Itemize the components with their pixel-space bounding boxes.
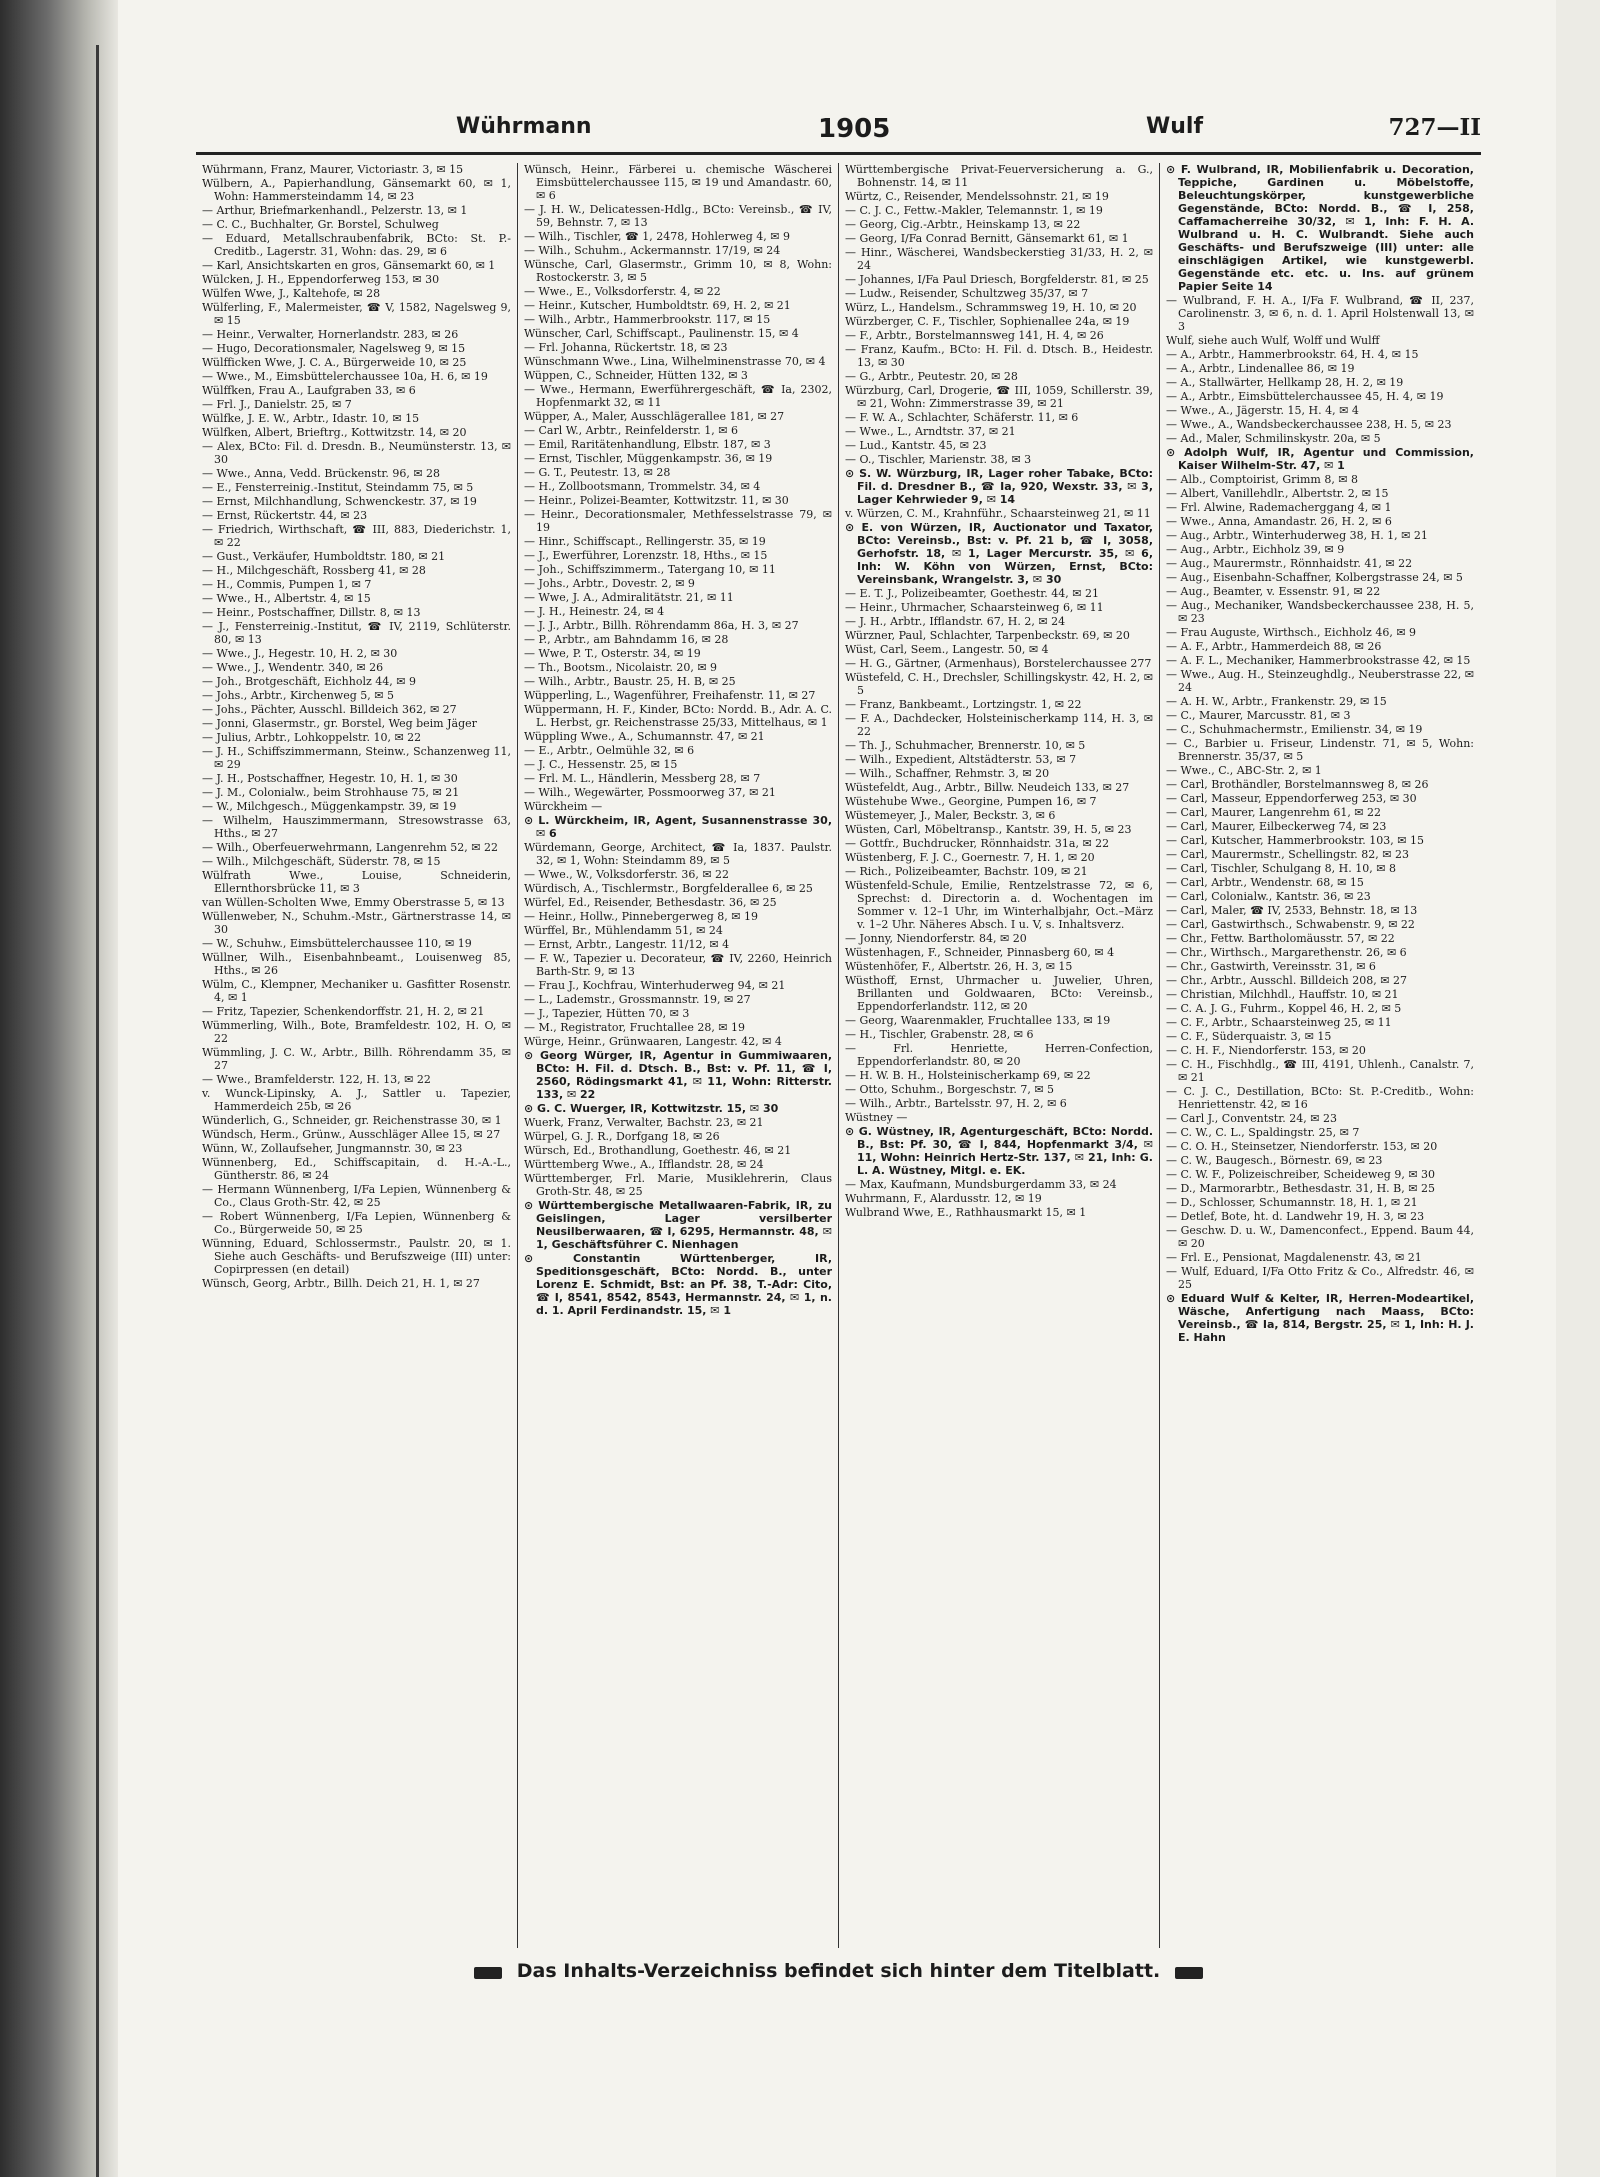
- directory-entry: Würzner, Paul, Schlachter, Tarpenbeckstr. 69, ✉ 20: [845, 629, 1130, 642]
- directory-entry: ⊙ Constantin Württenberger, IR, Speditionsgeschäft, BCto: Nordd. B., unter Lorenz E. Schmidt, Bst: an Pf. 38, T.-Adr: Cito, ☎ I, 8541, 8542, 8543, Hermannstr. 24, ✉ 1, n. d. 1. April Ferdinandstr. 15, ✉ 1: [524, 1252, 832, 1317]
- directory-entry: Wüstenhagen, F., Schneider, Pinnasberg 60, ✉ 4: [845, 946, 1115, 959]
- directory-entry: — F. W. A., Schlachter, Schäferstr. 11, ✉ 6: [845, 411, 1079, 424]
- directory-entry: — H., Zollbootsmann, Trommelstr. 34, ✉ 4: [524, 480, 761, 493]
- directory-entry: — Arthur, Briefmarkenhandl., Pelzerstr. 13, ✉ 1: [202, 204, 468, 217]
- directory-entry: Wülfken, Albert, Brieftrg., Kottwitzstr. 14, ✉ 20: [202, 426, 467, 439]
- directory-entry: — Wilh., Wegewärter, Possmoorweg 37, ✉ 21: [524, 786, 776, 799]
- column-4: [1159, 163, 1480, 1948]
- directory-entry: — Wwe., Anna, Vedd. Brückenstr. 96, ✉ 28: [202, 467, 441, 480]
- directory-entry: Wüst, Carl, Seem., Langestr. 50, ✉ 4: [845, 643, 1049, 656]
- directory-entry: — Wwe, P. T., Osterstr. 34, ✉ 19: [524, 647, 701, 660]
- directory-entry: ⊙ L. Würckheim, IR, Agent, Susannenstrasse 30, ✉ 6: [524, 814, 832, 840]
- directory-entry: Wülcken, J. H., Eppendorferweg 153, ✉ 30: [202, 273, 440, 286]
- directory-entry: Wüstemeyer, J., Maler, Beckstr. 3, ✉ 6: [845, 809, 1056, 822]
- directory-entry: — Frl. E., Pensionat, Magdalenenstr. 43, ✉ 21: [1166, 1251, 1422, 1264]
- directory-entry: Würdisch, A., Tischlermstr., Borgfelderallee 6, ✉ 25: [524, 882, 813, 895]
- directory-entry: — Wwe., J., Wendentr. 340, ✉ 26: [202, 661, 384, 674]
- directory-entry: — H., Milchgeschäft, Rossberg 41, ✉ 28: [202, 564, 426, 577]
- directory-entry: — C. W., C. L., Spaldingstr. 25, ✉ 7: [1166, 1126, 1360, 1139]
- directory-entry: — J., Tapezier, Hütten 70, ✉ 3: [524, 1007, 690, 1020]
- directory-entry: — Wilh., Schaffner, Rehmstr. 3, ✉ 20: [845, 767, 1050, 780]
- directory-entry: — J. J., Arbtr., Billh. Röhrendamm 86a, H. 3, ✉ 27: [524, 619, 799, 632]
- directory-entry: — Johs., Arbtr., Dovestr. 2, ✉ 9: [524, 577, 695, 590]
- directory-entry: — F. A., Dachdecker, Holsteinischerkamp 114, H. 3, ✉ 22: [845, 712, 1153, 738]
- directory-entry: — Rich., Polizeibeamter, Bachstr. 109, ✉ 21: [845, 865, 1088, 878]
- directory-entry: Wünsch, Heinr., Färberei u. chemische Wäscherei Eimsbüttelerchaussee 115, ✉ 19 und Amandastr. 60, ✉ 6: [524, 163, 832, 202]
- directory-entry: Wülfen Wwe, J., Kaltehofe, ✉ 28: [202, 287, 381, 300]
- directory-entry: — Wwe., M., Eimsbüttelerchaussee 10a, H. 6, ✉ 19: [202, 370, 488, 383]
- directory-entry: Württembergische Privat-Feuerversicherung a. G., Bohnenstr. 14, ✉ 11: [845, 163, 1153, 189]
- directory-entry: — Lud., Kantstr. 45, ✉ 23: [845, 439, 987, 452]
- header-rule: [196, 152, 1481, 155]
- directory-entry: — J. H., Arbtr., Ifflandstr. 67, H. 2, ✉ 24: [845, 615, 1066, 628]
- directory-entry: — Friedrich, Wirthschaft, ☎ III, 883, Diederichstr. 1, ✉ 22: [202, 523, 511, 549]
- directory-entry: — F. W., Tapezier u. Decorateur, ☎ IV, 2260, Heinrich Barth-Str. 9, ✉ 13: [524, 952, 832, 978]
- directory-entry: Wüstenhöfer, F., Albertstr. 26, H. 3, ✉ 15: [845, 960, 1073, 973]
- directory-entry: — Wwe., J., Hegestr. 10, H. 2, ✉ 30: [202, 647, 398, 660]
- directory-columns: [196, 163, 1481, 1948]
- directory-entry: — C., Maurer, Marcusstr. 81, ✉ 3: [1166, 709, 1351, 722]
- column-1: [196, 163, 517, 1948]
- directory-entry: — H. G., Gärtner, (Armenhaus), Borstelerchaussee 277: [845, 657, 1152, 670]
- directory-entry: — C. W., Baugesch., Börnestr. 69, ✉ 23: [1166, 1154, 1383, 1167]
- directory-entry: — J. H., Schiffszimmermann, Steinw., Schanzenweg 11, ✉ 29: [202, 745, 511, 771]
- directory-entry: — Emil, Raritätenhandlung, Elbstr. 187, ✉ 3: [524, 438, 771, 451]
- footer-note: [196, 1960, 1481, 1994]
- directory-entry: Wulf, siehe auch Wulf, Wolff und Wulff: [1166, 334, 1380, 347]
- directory-entry: — Frl. Henriette, Herren-Confection, Eppendorferlandstr. 80, ✉ 20: [845, 1042, 1153, 1068]
- directory-entry: — A. F., Arbtr., Hammerdeich 88, ✉ 26: [1166, 640, 1382, 653]
- directory-entry: Wüppermann, H. F., Kinder, BCto: Nordd. B., Adr. A. C. L. Herbst, gr. Reichenstrasse 25/33, Mittelhaus, ✉ 1: [524, 703, 832, 729]
- directory-entry: — Heinr., Decorationsmaler, Methfesselstrasse 79, ✉ 19: [524, 508, 832, 534]
- directory-entry: — Wilh., Milchgeschäft, Süderstr. 78, ✉ 15: [202, 855, 441, 868]
- directory-entry: Würtz, C., Reisender, Mendelssohnstr. 21, ✉ 19: [845, 190, 1109, 203]
- directory-entry: — Frl. J., Danielstr. 25, ✉ 7: [202, 398, 352, 411]
- directory-entry: — O., Tischler, Marienstr. 38, ✉ 3: [845, 453, 1032, 466]
- directory-entry: Wümmerling, Wilh., Bote, Bramfeldestr. 102, H. O, ✉ 22: [202, 1019, 511, 1045]
- header-first-name: Wührmann: [456, 114, 592, 139]
- directory-entry: — Frau Auguste, Wirthsch., Eichholz 46, ✉ 9: [1166, 626, 1417, 639]
- directory-entry: — Carl W., Arbtr., Reinfelderstr. 1, ✉ 6: [524, 424, 738, 437]
- directory-entry: — Wwe., A., Jägerstr. 15, H. 4, ✉ 4: [1166, 404, 1359, 417]
- column-2: [517, 163, 838, 1948]
- directory-entry: — P., Arbtr., am Bahndamm 16, ✉ 28: [524, 633, 729, 646]
- directory-entry: — Wwe., A., Wandsbeckerchaussee 238, H. 5, ✉ 23: [1166, 418, 1452, 431]
- directory-entry: Wündsch, Herm., Grünw., Ausschläger Allee 15, ✉ 27: [202, 1128, 501, 1141]
- directory-entry: — Ernst, Milchhandlung, Schwenckestr. 37, ✉ 19: [202, 495, 477, 508]
- directory-entry: — Otto, Schuhm., Borgeschstr. 7, ✉ 5: [845, 1083, 1055, 1096]
- directory-entry: — Chr., Fettw. Bartholomäusstr. 57, ✉ 22: [1166, 932, 1395, 945]
- directory-entry: Wüstney —: [845, 1111, 908, 1124]
- directory-entry: — C., Barbier u. Friseur, Lindenstr. 71, ✉ 5, Wohn: Brennerstr. 35/37, ✉ 5: [1166, 737, 1474, 763]
- directory-entry: — Heinr., Verwalter, Hornerlandstr. 283, ✉ 26: [202, 328, 459, 341]
- directory-entry: — D., Marmorarbtr., Bethesdastr. 31, H. B, ✉ 25: [1166, 1182, 1435, 1195]
- directory-entry: — Johannes, I/Fa Paul Driesch, Borgfelderstr. 81, ✉ 25: [845, 273, 1149, 286]
- directory-entry: — Carl, Brothändler, Borstelmannsweg 8, ✉ 26: [1166, 778, 1429, 791]
- directory-entry: Wülbern, A., Papierhandlung, Gänsemarkt 60, ✉ 1, Wohn: Hammersteindamm 14, ✉ 23: [202, 177, 511, 203]
- directory-entry: — L., Lademstr., Grossmannstr. 19, ✉ 27: [524, 993, 751, 1006]
- directory-entry: — F., Arbtr., Borstelmannsweg 141, H. 4, ✉ 26: [845, 329, 1104, 342]
- directory-entry: — Franz, Kaufm., BCto: H. Fil. d. Dtsch. B., Heidestr. 13, ✉ 30: [845, 343, 1153, 369]
- directory-entry: Würsch, Ed., Brothandlung, Goethestr. 46, ✉ 21: [524, 1144, 792, 1157]
- directory-entry: — A., Arbtr., Eimsbüttelerchaussee 45, H. 4, ✉ 19: [1166, 390, 1444, 403]
- directory-entry: — Johs., Pächter, Ausschl. Billdeich 362, ✉ 27: [202, 703, 457, 716]
- directory-entry: — Chr., Gastwirth, Vereinsstr. 31, ✉ 6: [1166, 960, 1376, 973]
- directory-entry: — Hermann Wünnenberg, I/Fa Lepien, Wünnenberg & Co., Claus Groth-Str. 42, ✉ 25: [202, 1183, 511, 1209]
- directory-entry: — Wilh., Schuhm., Ackermannstr. 17/19, ✉ 24: [524, 244, 781, 257]
- directory-entry: Wüstefeldt, Aug., Arbtr., Billw. Neudeich 133, ✉ 27: [845, 781, 1130, 794]
- directory-entry: — J., Ewerführer, Lorenzstr. 18, Hths., ✉ 15: [524, 549, 768, 562]
- directory-entry: — Wilh., Arbtr., Baustr. 25, H. B, ✉ 25: [524, 675, 736, 688]
- directory-entry: — C. J. C., Fettw.-Makler, Telemannstr. 1, ✉ 19: [845, 204, 1103, 217]
- directory-entry: — A., Arbtr., Lindenallee 86, ✉ 19: [1166, 362, 1355, 375]
- directory-entry: — C. C., Buchhalter, Gr. Borstel, Schulweg: [202, 218, 439, 231]
- directory-entry: — Wwe., Bramfelderstr. 122, H. 13, ✉ 22: [202, 1073, 431, 1086]
- directory-entry: — Carl, Maler, ☎ IV, 2533, Behnstr. 18, ✉ 13: [1166, 904, 1418, 917]
- directory-entry: — Detlef, Bote, ht. d. Landwehr 19, H. 3, ✉ 23: [1166, 1210, 1425, 1223]
- directory-entry: Wüsten, Carl, Möbeltransp., Kantstr. 39, H. 5, ✉ 23: [845, 823, 1132, 836]
- directory-entry: — Gust., Verkäufer, Humboldtstr. 180, ✉ 21: [202, 550, 446, 563]
- directory-entry: — Wilhelm, Hauszimmermann, Stresowstrasse 63, Hths., ✉ 27: [202, 814, 511, 840]
- directory-entry: — Karl, Ansichtskarten en gros, Gänsemarkt 60, ✉ 1: [202, 259, 496, 272]
- directory-entry: — Johs., Arbtr., Kirchenweg 5, ✉ 5: [202, 689, 394, 702]
- directory-entry: Wulbrand Wwe, E., Rathhausmarkt 15, ✉ 1: [845, 1206, 1087, 1219]
- directory-entry: — Frl. Alwine, Rademacherggang 4, ✉ 1: [1166, 501, 1392, 514]
- directory-entry: ⊙ G. Wüstney, IR, Agenturgeschäft, BCto: Nordd. B., Bst: Pf. 30, ☎ I, 844, Hopfenmarkt 3/4, ✉ 11, Wohn: Heinrich Hertz-Str. 137, ✉ 21, Inh: G. L. A. Wüstney, Mitgl. e. EK.: [845, 1125, 1153, 1177]
- pointing-hand-left-icon: [474, 1967, 502, 1979]
- directory-entry: — Aug., Arbtr., Winterhuderweg 38, H. 1, ✉ 21: [1166, 529, 1428, 542]
- directory-entry: — W., Milchgesch., Müggenkampstr. 39, ✉ 19: [202, 800, 457, 813]
- directory-entry: — Hinr., Schiffscapt., Rellingerstr. 35, ✉ 19: [524, 535, 766, 548]
- directory-entry: Wüpperling, L., Wagenführer, Freihafenstr. 11, ✉ 27: [524, 689, 816, 702]
- directory-entry: ⊙ Eduard Wulf & Kelter, IR, Herren-Modeartikel, Wäsche, Anfertigung nach Maass, BCto: Vereinsb., ☎ Ia, 814, Bergstr. 25, ✉ 1, Inh: H. J. E. Hahn: [1166, 1292, 1474, 1344]
- directory-entry: Wünschmann Wwe., Lina, Wilhelminenstrasse 70, ✉ 4: [524, 355, 826, 368]
- directory-entry: — H., Tischler, Grabenstr. 28, ✉ 6: [845, 1028, 1034, 1041]
- directory-entry: — A., Stallwärter, Hellkamp 28, H. 2, ✉ 19: [1166, 376, 1404, 389]
- page-right-margin: [1556, 0, 1600, 2177]
- directory-entry: — Wilh., Expedient, Altstädterstr. 53, ✉ 7: [845, 753, 1077, 766]
- directory-entry: — Georg, Waarenmakler, Fruchtallee 133, ✉ 19: [845, 1014, 1111, 1027]
- directory-entry: Wüstenberg, F. J. C., Goernestr. 7, H. 1, ✉ 20: [845, 851, 1095, 864]
- directory-entry: — Heinr., Postschaffner, Dillstr. 8, ✉ 13: [202, 606, 421, 619]
- directory-entry: — Jonny, Niendorferstr. 84, ✉ 20: [845, 932, 1027, 945]
- directory-entry: v. Wunck-Lipinsky, A. J., Sattler u. Tapezier, Hammerdeich 25b, ✉ 26: [202, 1087, 511, 1113]
- directory-entry: — Carl, Masseur, Eppendorferweg 253, ✉ 30: [1166, 792, 1417, 805]
- directory-entry: — Ernst, Rückertstr. 44, ✉ 23: [202, 509, 368, 522]
- directory-entry: Wuhrmann, F., Alardusstr. 12, ✉ 19: [845, 1192, 1042, 1205]
- directory-entry: Wüstenfeld-Schule, Emilie, Rentzelstrasse 72, ✉ 6, Sprechst: d. Directorin a. d. Wochentagen im Sommer v. 12–1 Uhr, im Winterhalbjahr, Oct.–März v. 1–2 Uhr. Näheres Absch. I u. V, s. Inhaltsverz.: [845, 879, 1153, 931]
- running-header: [196, 114, 1481, 156]
- directory-entry: — W., Schuhw., Eimsbüttelerchaussee 110, ✉ 19: [202, 937, 472, 950]
- directory-entry: — Wwe, J. A., Admiralitätstr. 21, ✉ 11: [524, 591, 734, 604]
- directory-entry: Wünderlich, G., Schneider, gr. Reichenstrasse 30, ✉ 1: [202, 1114, 502, 1127]
- directory-entry: — Ad., Maler, Schmilinskystr. 20a, ✉ 5: [1166, 432, 1381, 445]
- directory-entry: Wülfficken Wwe, J. C. A., Bürgerweide 10, ✉ 25: [202, 356, 467, 369]
- directory-entry: — Wwe., E., Volksdorferstr. 4, ✉ 22: [524, 285, 721, 298]
- directory-entry: — J. H. W., Delicatessen-Hdlg., BCto: Vereinsb., ☎ IV, 59, Behnstr. 7, ✉ 13: [524, 203, 832, 229]
- directory-entry: Wüppling Wwe., A., Schumannstr. 47, ✉ 21: [524, 730, 765, 743]
- directory-entry: — Frl. Johanna, Rückertstr. 18, ✉ 23: [524, 341, 728, 354]
- directory-entry: Wüstehube Wwe., Georgine, Pumpen 16, ✉ 7: [845, 795, 1097, 808]
- directory-entry: Wünn, W., Zollaufseher, Jungmannstr. 30, ✉ 23: [202, 1142, 463, 1155]
- directory-entry: — Alb., Comptoirist, Grimm 8, ✉ 8: [1166, 473, 1359, 486]
- directory-entry: Würckheim —: [524, 800, 603, 813]
- directory-entry: — Geschw. D. u. W., Damenconfect., Eppend. Baum 44, ✉ 20: [1166, 1224, 1474, 1250]
- directory-entry: — Carl, Maurermstr., Schellingstr. 82, ✉ 23: [1166, 848, 1409, 861]
- directory-entry: — Eduard, Metallschraubenfabrik, BCto: St. P.-Creditb., Lagerstr. 31, Wohn: das. 29, ✉ 6: [202, 232, 511, 258]
- directory-entry: — J. H., Heinestr. 24, ✉ 4: [524, 605, 665, 618]
- directory-entry: van Wüllen-Scholten Wwe, Emmy Oberstrasse 5, ✉ 13: [202, 896, 505, 909]
- directory-entry: Wünsche, Carl, Glasermstr., Grimm 10, ✉ 8, Wohn: Rostockerstr. 3, ✉ 5: [524, 258, 832, 284]
- directory-entry: — Ernst, Arbtr., Langestr. 11/12, ✉ 4: [524, 938, 730, 951]
- directory-entry: ⊙ G. C. Wuerger, IR, Kottwitzstr. 15, ✉ 30: [524, 1102, 779, 1115]
- directory-entry: — J. C., Hessenstr. 25, ✉ 15: [524, 758, 678, 771]
- directory-entry: Wülferling, F., Malermeister, ☎ V, 1582, Nagelsweg 9, ✉ 15: [202, 301, 511, 327]
- directory-entry: — G., Arbtr., Peutestr. 20, ✉ 28: [845, 370, 1018, 383]
- directory-entry: Wüppen, C., Schneider, Hütten 132, ✉ 3: [524, 369, 748, 382]
- directory-entry: — Carl, Gastwirthsch., Schwabenstr. 9, ✉ 22: [1166, 918, 1415, 931]
- directory-entry: Würpel, G. J. R., Dorfgang 18, ✉ 26: [524, 1130, 720, 1143]
- directory-entry: — Wulf, Eduard, I/Fa Otto Fritz & Co., Alfredstr. 46, ✉ 25: [1166, 1265, 1474, 1291]
- directory-entry: — Albert, Vanillehdlr., Albertstr. 2, ✉ 15: [1166, 487, 1389, 500]
- directory-entry: — Carl, Tischler, Schulgang 8, H. 10, ✉ 8: [1166, 862, 1396, 875]
- directory-entry: — Georg, Cig.-Arbtr., Heinskamp 13, ✉ 22: [845, 218, 1081, 231]
- header-year: 1905: [818, 114, 891, 144]
- directory-entry: Wuerk, Franz, Verwalter, Bachstr. 23, ✉ 21: [524, 1116, 764, 1129]
- directory-entry: — Carl J., Conventstr. 24, ✉ 23: [1166, 1112, 1337, 1125]
- directory-entry: — E., Fensterreinig.-Institut, Steindamm 75, ✉ 5: [202, 481, 474, 494]
- directory-entry: — Wulbrand, F. H. A., I/Fa F. Wulbrand, ☎ II, 237, Carolinenstr. 3, ✉ 6, n. d. 1. April Holstenwall 13, ✉ 3: [1166, 294, 1474, 333]
- directory-entry: — Frl. M. L., Händlerin, Messberg 28, ✉ 7: [524, 772, 761, 785]
- directory-entry: Wülm, C., Klempner, Mechaniker u. Gasfitter Rosenstr. 4, ✉ 1: [202, 978, 511, 1004]
- directory-entry: — Fritz, Tapezier, Schenkendorffstr. 21, H. 2, ✉ 21: [202, 1005, 485, 1018]
- directory-entry: — Carl, Kutscher, Hammerbrookstr. 103, ✉ 15: [1166, 834, 1424, 847]
- header-last-name: Wulf: [1146, 114, 1204, 139]
- directory-entry: — Robert Wünnenberg, I/Fa Lepien, Wünnenberg & Co., Bürgerweide 50, ✉ 25: [202, 1210, 511, 1236]
- directory-entry: — Heinr., Kutscher, Humboldtstr. 69, H. 2, ✉ 21: [524, 299, 791, 312]
- footer-text: Das Inhalts-Verzeichniss befindet sich hinter dem Titelblatt.: [516, 1960, 1161, 1982]
- directory-entry: — Chr., Arbtr., Ausschl. Billdeich 208, ✉ 27: [1166, 974, 1407, 987]
- directory-entry: — Aug., Mechaniker, Wandsbeckerchaussee 238, H. 5, ✉ 23: [1166, 599, 1474, 625]
- directory-entry: — C. W. F., Polizeischreiber, Scheideweg 9, ✉ 30: [1166, 1168, 1436, 1181]
- directory-entry: — C. F., Arbtr., Schaarsteinweg 25, ✉ 11: [1166, 1016, 1392, 1029]
- directory-entry: — Ludw., Reisender, Schultzweg 35/37, ✉ 7: [845, 287, 1089, 300]
- directory-entry: — E., Arbtr., Oelmühle 32, ✉ 6: [524, 744, 695, 757]
- book-binding-shadow: [0, 0, 118, 2177]
- directory-entry: — Alex, BCto: Fil. d. Dresdn. B., Neumünsterstr. 13, ✉ 30: [202, 440, 511, 466]
- directory-entry: Würffel, Br., Mühlendamm 51, ✉ 24: [524, 924, 723, 937]
- directory-entry: Wünscher, Carl, Schiffscapt., Paulinenstr. 15, ✉ 4: [524, 327, 799, 340]
- directory-entry: — Wilh., Tischler, ☎ 1, 2478, Hohlerweg 4, ✉ 9: [524, 230, 790, 243]
- directory-entry: — Aug., Arbtr., Eichholz 39, ✉ 9: [1166, 543, 1345, 556]
- directory-entry: — Franz, Bankbeamt., Lortzingstr. 1, ✉ 22: [845, 698, 1082, 711]
- directory-entry: — C. J. C., Destillation, BCto: St. P.-Creditb., Wohn: Henriettenstr. 42, ✉ 16: [1166, 1085, 1474, 1111]
- header-page-number: 727—II: [1388, 114, 1481, 141]
- directory-entry: Wünnenberg, Ed., Schiffscapitain, d. H.-A.-L., Güntherstr. 86, ✉ 24: [202, 1156, 511, 1182]
- directory-entry: — Gottfr., Buchdrucker, Rönnhaidstr. 31a, ✉ 22: [845, 837, 1110, 850]
- directory-entry: — Joh., Schiffszimmerm., Tatergang 10, ✉ 11: [524, 563, 776, 576]
- directory-entry: — Wwe., C., ABC-Str. 2, ✉ 1: [1166, 764, 1322, 777]
- directory-entry: — Max, Kaufmann, Mundsburgerdamm 33, ✉ 24: [845, 1178, 1117, 1191]
- directory-entry: — G. T., Peutestr. 13, ✉ 28: [524, 466, 671, 479]
- directory-entry: — Th. J., Schuhmacher, Brennerstr. 10, ✉ 5: [845, 739, 1086, 752]
- directory-entry: ⊙ Adolph Wulf, IR, Agentur und Commission, Kaiser Wilhelm-Str. 47, ✉ 1: [1166, 446, 1474, 472]
- directory-entry: ⊙ Württembergische Metallwaaren-Fabrik, IR, zu Geislingen, Lager versilberter Neusilberwaaren, ☎ I, 6295, Hermannstr. 48, ✉ 1, Geschäftsführer C. Nienhagen: [524, 1199, 832, 1251]
- directory-entry: — M., Registrator, Fruchtallee 28, ✉ 19: [524, 1021, 746, 1034]
- directory-entry: — Hinr., Wäscherei, Wandsbeckerstieg 31/33, H. 2, ✉ 24: [845, 246, 1153, 272]
- directory-entry: — C. H., Fischhdlg., ☎ III, 4191, Uhlenh., Canalstr. 7, ✉ 21: [1166, 1058, 1474, 1084]
- directory-entry: Wührmann, Franz, Maurer, Victoriastr. 3, ✉ 15: [202, 163, 464, 176]
- directory-entry: — Wilh., Oberfeuerwehrmann, Langenrehm 52, ✉ 22: [202, 841, 498, 854]
- directory-entry: — A. F. L., Mechaniker, Hammerbrookstrasse 42, ✉ 15: [1166, 654, 1471, 667]
- directory-entry: ⊙ Georg Würger, IR, Agentur in Gummiwaaren, BCto: H. Fil. d. Dtsch. B., Bst: v. Pf. 11, ☎ I, 2560, Rödingsmarkt 41, ✉ 11, Wohn: Ritterstr. 133, ✉ 22: [524, 1049, 832, 1101]
- directory-entry: — Wwe., W., Volksdorferstr. 36, ✉ 22: [524, 868, 730, 881]
- directory-entry: — Heinr., Uhrmacher, Schaarsteinweg 6, ✉ 11: [845, 601, 1104, 614]
- directory-entry: Würfel, Ed., Reisender, Bethesdastr. 36, ✉ 25: [524, 896, 777, 909]
- directory-entry: — Hugo, Decorationsmaler, Nagelsweg 9, ✉ 15: [202, 342, 466, 355]
- directory-entry: Würzberger, C. F., Tischler, Sophienallee 24a, ✉ 19: [845, 315, 1130, 328]
- directory-entry: — Aug., Maurermstr., Rönnhaidstr. 41, ✉ 22: [1166, 557, 1413, 570]
- directory-entry: ⊙ E. von Würzen, IR, Auctionator und Taxator, BCto: Vereinsb., Bst: v. Pf. 21 b, ☎ I, 3058, Gerhofstr. 18, ✉ 1, Lager Mercurstr. 35, ✉ 6, Inh: W. Köhn von Würzen, Ernst, BCto: Vereinsbank, Wrangelstr. 3, ✉ 30: [845, 521, 1153, 586]
- directory-entry: Wüpper, A., Maler, Ausschlägerallee 181, ✉ 27: [524, 410, 785, 423]
- directory-entry: Würge, Heinr., Grünwaaren, Langestr. 42, ✉ 4: [524, 1035, 782, 1048]
- directory-entry: Wünsch, Georg, Arbtr., Billh. Deich 21, H. 1, ✉ 27: [202, 1277, 480, 1290]
- directory-entry: — Chr., Wirthsch., Margarethenstr. 26, ✉ 6: [1166, 946, 1407, 959]
- page-gutter-line: [96, 45, 99, 2177]
- directory-entry: — J., Fensterreinig.-Institut, ☎ IV, 2119, Schlüterstr. 80, ✉ 13: [202, 620, 511, 646]
- directory-entry: — Heinr., Hollw., Pinnebergerweg 8, ✉ 19: [524, 910, 758, 923]
- directory-entry: — H., Commis, Pumpen 1, ✉ 7: [202, 578, 372, 591]
- directory-entry: Wüsthoff, Ernst, Uhrmacher u. Juwelier, Uhren, Brillanten und Goldwaaren, BCto: Vereinsb., Eppendorferlandstr. 112, ✉ 20: [845, 974, 1153, 1013]
- directory-entry: — Julius, Arbtr., Lohkoppelstr. 10, ✉ 22: [202, 731, 422, 744]
- directory-entry: Wülffken, Frau A., Laufgraben 33, ✉ 6: [202, 384, 416, 397]
- directory-entry: — A., Arbtr., Hammerbrookstr. 64, H. 4, ✉ 15: [1166, 348, 1419, 361]
- directory-entry: Würzburg, Carl, Drogerie, ☎ III, 1059, Schillerstr. 39, ✉ 21, Wohn: Zimmerstrasse 39, ✉ 21: [845, 384, 1153, 410]
- directory-entry: Württemberg Wwe., A., Ifflandstr. 28, ✉ 24: [524, 1158, 764, 1171]
- directory-entry: — C., Schuhmachermstr., Emilienstr. 34, ✉ 19: [1166, 723, 1423, 736]
- directory-entry: — Jonni, Glasermstr., gr. Borstel, Weg beim Jäger: [202, 717, 477, 730]
- directory-entry: — Wwe., H., Albertstr. 4, ✉ 15: [202, 592, 371, 605]
- directory-entry: — C. O. H., Steinsetzer, Niendorferstr. 153, ✉ 20: [1166, 1140, 1438, 1153]
- pointing-hand-right-icon: [1175, 1967, 1203, 1979]
- directory-entry: Wüstefeld, C. H., Drechsler, Schillingskystr. 42, H. 2, ✉ 5: [845, 671, 1153, 697]
- directory-entry: — Wilh., Arbtr., Hammerbrookstr. 117, ✉ 15: [524, 313, 771, 326]
- directory-entry: — Ernst, Tischler, Müggenkampstr. 36, ✉ 19: [524, 452, 773, 465]
- directory-entry: — Frau J., Kochfrau, Winterhuderweg 94, ✉ 21: [524, 979, 786, 992]
- directory-entry: — Heinr., Polizei-Beamter, Kottwitzstr. 11, ✉ 30: [524, 494, 789, 507]
- directory-entry: Würdemann, George, Architect, ☎ Ia, 1837. Paulstr. 32, ✉ 1, Wohn: Steindamm 89, ✉ 5: [524, 841, 832, 867]
- directory-entry: — D., Schlosser, Schumannstr. 18, H. 1, ✉ 21: [1166, 1196, 1418, 1209]
- directory-entry: — J. M., Colonialw., beim Strohhause 75, ✉ 21: [202, 786, 460, 799]
- directory-entry: — E. T. J., Polizeibeamter, Goethestr. 44, ✉ 21: [845, 587, 1099, 600]
- directory-entry: — Wwe., L., Arndtstr. 37, ✉ 21: [845, 425, 1016, 438]
- directory-entry: Wülfke, J. E. W., Arbtr., Idastr. 10, ✉ 15: [202, 412, 420, 425]
- directory-entry: — J. H., Postschaffner, Hegestr. 10, H. 1, ✉ 30: [202, 772, 458, 785]
- directory-entry: — Carl, Colonialw., Kantstr. 36, ✉ 23: [1166, 890, 1371, 903]
- directory-entry: Wüllenweber, N., Schuhm.-Mstr., Gärtnerstrasse 14, ✉ 30: [202, 910, 511, 936]
- directory-entry: — Wwe., Hermann, Ewerführergeschäft, ☎ Ia, 2302, Hopfenmarkt 32, ✉ 11: [524, 383, 832, 409]
- directory-entry: — H. W. B. H., Holsteinischerkamp 69, ✉ 22: [845, 1069, 1091, 1082]
- directory-entry: — Wwe., Aug. H., Steinzeughdlg., Neuberstrasse 22, ✉ 24: [1166, 668, 1474, 694]
- directory-entry: ⊙ F. Wulbrand, IR, Mobilienfabrik u. Decoration, Teppiche, Gardinen u. Möbelstoffe, Beleuchtungskörper, kunstgewerbliche Gegenstände, BCto: Nordd. B., ☎ I, 258, Caffamacherreihe 30/32, ✉ 1, Inh: F. H. A. Wulbrand u. H. C. Wulbrandt. Siehe auch Geschäfts- und Berufszweige (III) unter: alle einschlägigen Artikel, wie kunstgewerbl. Gegenstände etc. etc. u. Ins. auf grünem Papier Seite 14: [1166, 163, 1474, 293]
- directory-entry: ⊙ S. W. Würzburg, IR, Lager roher Tabake, BCto: Fil. d. Dresdner B., ☎ Ia, 920, Wexstr. 33, ✉ 3, Lager Kehrwieder 9, ✉ 14: [845, 467, 1153, 506]
- directory-entry: — Joh., Brotgeschäft, Eichholz 44, ✉ 9: [202, 675, 416, 688]
- directory-entry: — Aug., Eisenbahn-Schaffner, Kolbergstrasse 24, ✉ 5: [1166, 571, 1463, 584]
- directory-entry: — Aug., Beamter, v. Essenstr. 91, ✉ 22: [1166, 585, 1381, 598]
- directory-entry: Würz, L., Handelsm., Schrammsweg 19, H. 10, ✉ 20: [845, 301, 1137, 314]
- directory-entry: — Wwe., Anna, Amandastr. 26, H. 2, ✉ 6: [1166, 515, 1392, 528]
- directory-entry: — C. H. F., Niendorferstr. 153, ✉ 20: [1166, 1044, 1366, 1057]
- directory-entry: — Christian, Milchhdl., Hauffstr. 10, ✉ 21: [1166, 988, 1399, 1001]
- directory-entry: v. Würzen, C. M., Krahnführ., Schaarsteinweg 21, ✉ 11: [845, 507, 1151, 520]
- directory-entry: — Carl, Maurer, Eilbeckerweg 74, ✉ 23: [1166, 820, 1387, 833]
- column-3: [838, 163, 1159, 1948]
- directory-entry: — Georg, I/Fa Conrad Bernitt, Gänsemarkt 61, ✉ 1: [845, 232, 1129, 245]
- directory-entry: Wülfrath Wwe., Louise, Schneiderin, Ellernthorsbrücke 11, ✉ 3: [202, 869, 511, 895]
- directory-entry: — Wilh., Arbtr., Bartelsstr. 97, H. 2, ✉ 6: [845, 1097, 1067, 1110]
- directory-entry: Wümmling, J. C. W., Arbtr., Billh. Röhrendamm 35, ✉ 27: [202, 1046, 511, 1072]
- directory-entry: — Carl, Arbtr., Wendenstr. 68, ✉ 15: [1166, 876, 1364, 889]
- directory-entry: — A. H. W., Arbtr., Frankenstr. 29, ✉ 15: [1166, 695, 1387, 708]
- directory-entry: Wüllner, Wilh., Eisenbahnbeamt., Louisenweg 85, Hths., ✉ 26: [202, 951, 511, 977]
- directory-entry: Württemberger, Frl. Marie, Musiklehrerin, Claus Groth-Str. 48, ✉ 25: [524, 1172, 832, 1198]
- directory-entry: Wünning, Eduard, Schlossermstr., Paulstr. 20, ✉ 1. Siehe auch Geschäfts- und Berufszweige (III) unter: Copirpressen (en detail): [202, 1237, 511, 1276]
- directory-entry: — Carl, Maurer, Langenrehm 61, ✉ 22: [1166, 806, 1382, 819]
- directory-entry: — C. A. J. G., Fuhrm., Koppel 46, H. 2, ✉ 5: [1166, 1002, 1402, 1015]
- directory-entry: — Th., Bootsm., Nicolaistr. 20, ✉ 9: [524, 661, 718, 674]
- directory-entry: — C. F., Süderquaistr. 3, ✉ 15: [1166, 1030, 1332, 1043]
